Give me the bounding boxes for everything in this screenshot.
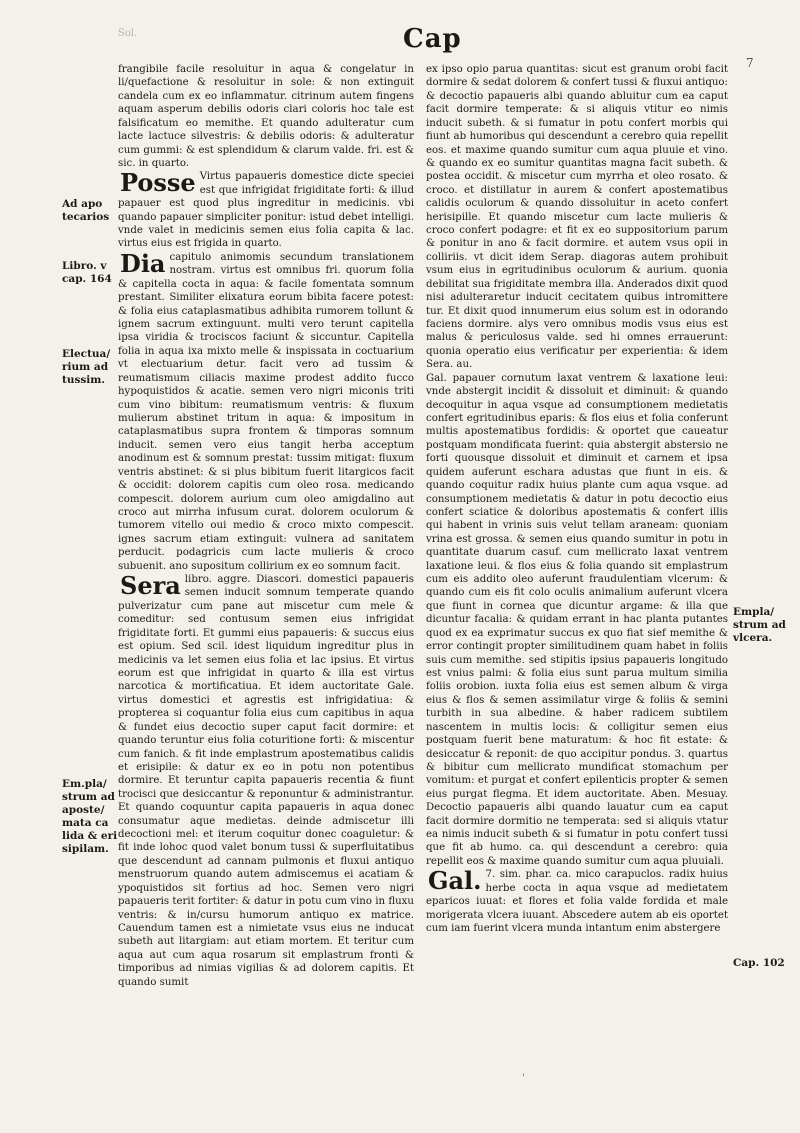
left-text-column <box>118 63 414 989</box>
paragraph-gal <box>426 868 728 935</box>
lemma-heading: Gal. <box>428 866 482 896</box>
margin-note-cap <box>733 957 797 970</box>
margin-line: strum ad <box>733 619 786 631</box>
margin-note-libro <box>62 260 118 286</box>
lemma-heading: Posse <box>120 168 196 198</box>
margin-line: Em.pla/ <box>62 778 107 790</box>
right-text-column <box>426 63 728 935</box>
paragraph-text: capitulo animomis secundum translationem nostram. virtus est omnibus fri. quorum folia & capitella cocta in aqua: & facile fomentata somnum prestant. Similiter elixatura eorum bibita facere potest: & folia eius cataplasmatibus adhibita rumorem tollunt & ignem sacrum extinguunt. multi vero terunt capitella ipsa viridia & trociscos faciunt & siccuntur. Capitella folia in aqua ixa mixto melle & inspissata in coctuarium vt electuarium detur. facit vero ad tussim & reumatismum ciliacis maxime prodest addito fucco hypoquistidos & acatie. semen vero nigri miconis triti cum vino bibitum: reumatismum ventris: & fluxum mulierum abstinet tritum in aqua: & impositum in cataplasmatibus supra frontem & timporas somnum inducit. semen vero eius tangit herba acceptum anodinum est & somnum prestat: tussim mitigat: fluxum ventris abstinet: & si plus bibitum fuerit litargicos facit & occidit: dolorem capitis cum oleo rosa. medicando compescit. dolorem aurium cum oleo amigdalino aut croco aut mirrha infusum curat. dolorem oculorum & tumorem vitello oui medio & croco mixto compescit. ignes sacrum etiam extinguit: vulnera ad sanitatem perducit. podagricis cum lacte mulieris & croco subuenit. ano supositum collirium ex eo somnum facit. <box>118 251 414 572</box>
paragraph-posse <box>118 170 414 251</box>
margin-line: sipilam. <box>62 843 109 855</box>
margin-note-emplastrum-left <box>62 778 118 856</box>
margin-line: Electua/ <box>62 348 111 360</box>
page-header: Cap <box>403 24 462 54</box>
margin-note-electuarium <box>62 348 118 387</box>
margin-line: vlcera. <box>733 632 773 644</box>
margin-line: strum ad <box>62 791 115 803</box>
margin-note-apotecarios <box>62 198 118 224</box>
margin-line: Ad apo <box>62 198 103 210</box>
corner-mark: 7 <box>746 56 754 70</box>
margin-line: aposte/ <box>62 804 105 816</box>
margin-line: Cap. 102 <box>733 957 785 969</box>
margin-line: Empla/ <box>733 606 775 618</box>
paragraph-text: 7. sim. phar. ca. mico carapuclos. radix huius herbe cocta in aqua vsque ad medietatem eparicos iuuat: et flores et folia valde fordida et male morigerata vlcera iuuant. Abscedere autem ab eis oportet cum iam fuerint vlcera munda intantum enim abstergere <box>426 869 728 934</box>
paragraph: frangibile facile resoluitur in aqua & congelatur in li/quefactione & resoluitur in sole: & non extinguit candela cum ex eo inflammatur. citrinum autem fingens aquam asperum debilis odoris clari coloris hoc tale est falsificatum eo memithe. Et quando adulteratur cum lacte lactuce silvestris: & debilis odoris: & adulteratur cum gummi: & est splendidum & clarum valde. fri. est & sic. in quarto. <box>118 64 414 169</box>
paragraph: Gal. papauer cornutum laxat ventrem & laxatione leui: vnde abstergit incidit & dissoluit et diminuit: & quando decoquitur in aqua vsque ad consumptionem medietatis confert egritudinibus eparis: & flos eius et folia conferunt multis apostematibus fordidis: & oportet que caueatur postquam mondificata fuerint: quia abstergit abstersio ne forti quousque dissoluit et diminuit et carnem et ipsa quidem auferunt eschara adustas que fiunt in eis. & quando coquitur radix huius plante cum aqua vsque. ad consumptionem medietatis & datur in potu decoctio eius confert sciatice & doloribus apostematis & confert illis qui habent in vrinis suis velut tellam araneam: quoniam vrina est grossa. & semen eius quando sumitur in potu in quantitate duarum casuf. cum mellicrato laxat ventrem laxatione leui. & flos eius & folia quando sit emplastrum cum eis addito oleo auferunt fraudulentiam vlcerum: & quando cum eis fit colo oculis animalium auferunt vlcera que fiunt in cornea que dicuntur argame: & illa que dicuntur facalia: & quidam errant in hac planta putantes quod ex ea exprimatur succus ex quo fiat sief memithe & error contingit propter similitudinem quam habet in foliis suis cum memithe. sed stipitis ipsius papaueris longitudo est vnius palmi: & folia eius sunt parua multum similia foliis orobion. iuxta folia eius est semen album & virga eius & flos & semen assimilatur virge & foliis & semini turbith in sua albedine. & haber radicem subtilem nascentem in multis locis: & colligitur semen eius postquam fuerit bene maturatum: & hoc fit estate: & desiccatur & reponit: de quo accipitur pondus. 3. quartus & bibitur cum mellicrato mundificat stomachum per vomitum: et purgat et confert epilenticis propter & semen eius purgat flegma. Et idem auctoritate. Aben. Mesuay. Decoctio papaueris albi quando lauatur cum ea caput facit dormire dormitio ne temperata: sed si aliquis vtatur ea nimis inducit subeth & si fumatur in potu confert tussi que fit ab humo. ca. qui descendunt a cerebro: quia repellit eos & maxime quando sumitur cum aqua pluuiali. <box>426 372 728 867</box>
paragraph-text: libro. aggre. Diascori. domestici papaueris semen inducit somnum temperate quando pulverizatur cum pane aut miscetur cum mele & comeditur: sed contusum semen eius infrigidat frigiditate forti. Et gummi eius papaueris: & succus eius est opium. Sed scil. idest liquidum ingreditur plus in medicinis va let semen eius folia et lac ipsius. Et virtus eorum est que infrigidat in quarto & illa est virtus narcotica & mortificatiua. Et idem auctoritate Gale. virtus domestici et agrestis est infrigidatiua: & propterea si coquantur folia eius cum capitibus in aqua & fundet eius decoctio super caput facit dormire: et quando teruntur eius folia coturitione forti: & miscentur cum fanich. & fit inde emplastrum apostematibus calidis et erisipile: & datur ex eo in potu non potentibus dormire. Et teruntur capita papaueris recentia & fiunt trocisci que desiccantur & reponuntur & administrantur. Et quando coquuntur capita papaueris in aqua donec consumatur aque medietas. deinde admiscetur illi decoctioni mel: et iterum coquitur donec coaguletur: & fit inde lohoc quod valet bonum tussi & superfluitatibus que descendunt ad cannam pulmonis et fluxui antiquo menstruorum quando autem admiscemus ei acatiam & ypoquistidos sit fortius ad hoc. Semen vero nigri papaueris terit fortiter: & datur in potu cum vino in fluxu ventris: & in/cursu humorum antiquo ex matrice. Cauendum tamen est a nimietate vsus eius ne inducat subeth aut litargiam: aut etiam mortem. Et teritur cum aqua aut cum aqua rosarum sit emplastrum fronti & timporibus ad nimias vigilias & ad dolorem capitis. Et quando sumit <box>118 574 414 988</box>
margin-line: Libro. v <box>62 260 107 272</box>
faint-stamp: Sol. <box>118 28 138 39</box>
margin-line: tussim. <box>62 374 106 386</box>
margin-line: lida & eri <box>62 830 118 842</box>
paragraph-dia <box>118 248 414 573</box>
paragraph-text: Virtus papaueris domestice dicte speciei est que infrigidat frigiditate forti: & illud papauer est quod plus ingreditur in medicinis. vbi quando papauer simpliciter ponitur: istud debet intelligi. vnde valet in medicinis semen eius folia capita & lac. virtus eius est frigida in quarto. <box>118 171 414 250</box>
margin-line: tecarios <box>62 211 110 223</box>
footer-mark: ' <box>522 1073 525 1084</box>
margin-line: cap. 164 <box>62 273 112 285</box>
margin-line: mata ca <box>62 817 109 829</box>
paragraph-sera <box>118 573 414 989</box>
margin-line: rium ad <box>62 361 109 373</box>
lemma-heading: Dia <box>120 248 166 278</box>
margin-note-emplastrum-right <box>733 606 797 645</box>
paragraph: ex ipso opio parua quantitas: sicut est granum orobi facit dormire & sedat dolorem & confert tussi & fluxui antiquo: & decoctio papaueris albi quando abluitur cum ea caput facit dormire temperate: & si aliquis vtitur eo nimis inducit subeth. & si fumatur in potu confert morbis qui fiunt ab humoribus qui descendunt a cerebro quia repellit eos. et maxime quando sumitur cum aqua pluuie et vino. & quando ex eo sumitur quantitas magna facit subeth. & postea occidit. & miscetur cum myrrha et oleo rosato. & croco. et distillatur in aurem & confert apostematibus calidis oculorum & quando dissoluitur in aceto confert herisipille. Et quando miscetur cum lacte mulieris & croco confert podagre: et fit ex eo suppositorium parum & ponitur in ano & facit dormire. et autem vsus opii in colliriis. vt dicit idem Serap. diagoras autem prohibuit vsum eius in egritudinibus oculorum & aurium. quonia debilitat sua frigiditate membra illa. Anderados dixit quod nisi adulteraretur inducit cecitatem quibus intromittere tur. Et dixit quod innumerum eius solum est in odorando faciens dormire. alys vero omnibus modis vsus eius est malus & periculosus valde. sed hi omnes errauerunt: quonia operatio eius verificatur per experientia: & idem Sera. au. <box>426 64 728 371</box>
lemma-heading: Sera <box>120 571 181 601</box>
